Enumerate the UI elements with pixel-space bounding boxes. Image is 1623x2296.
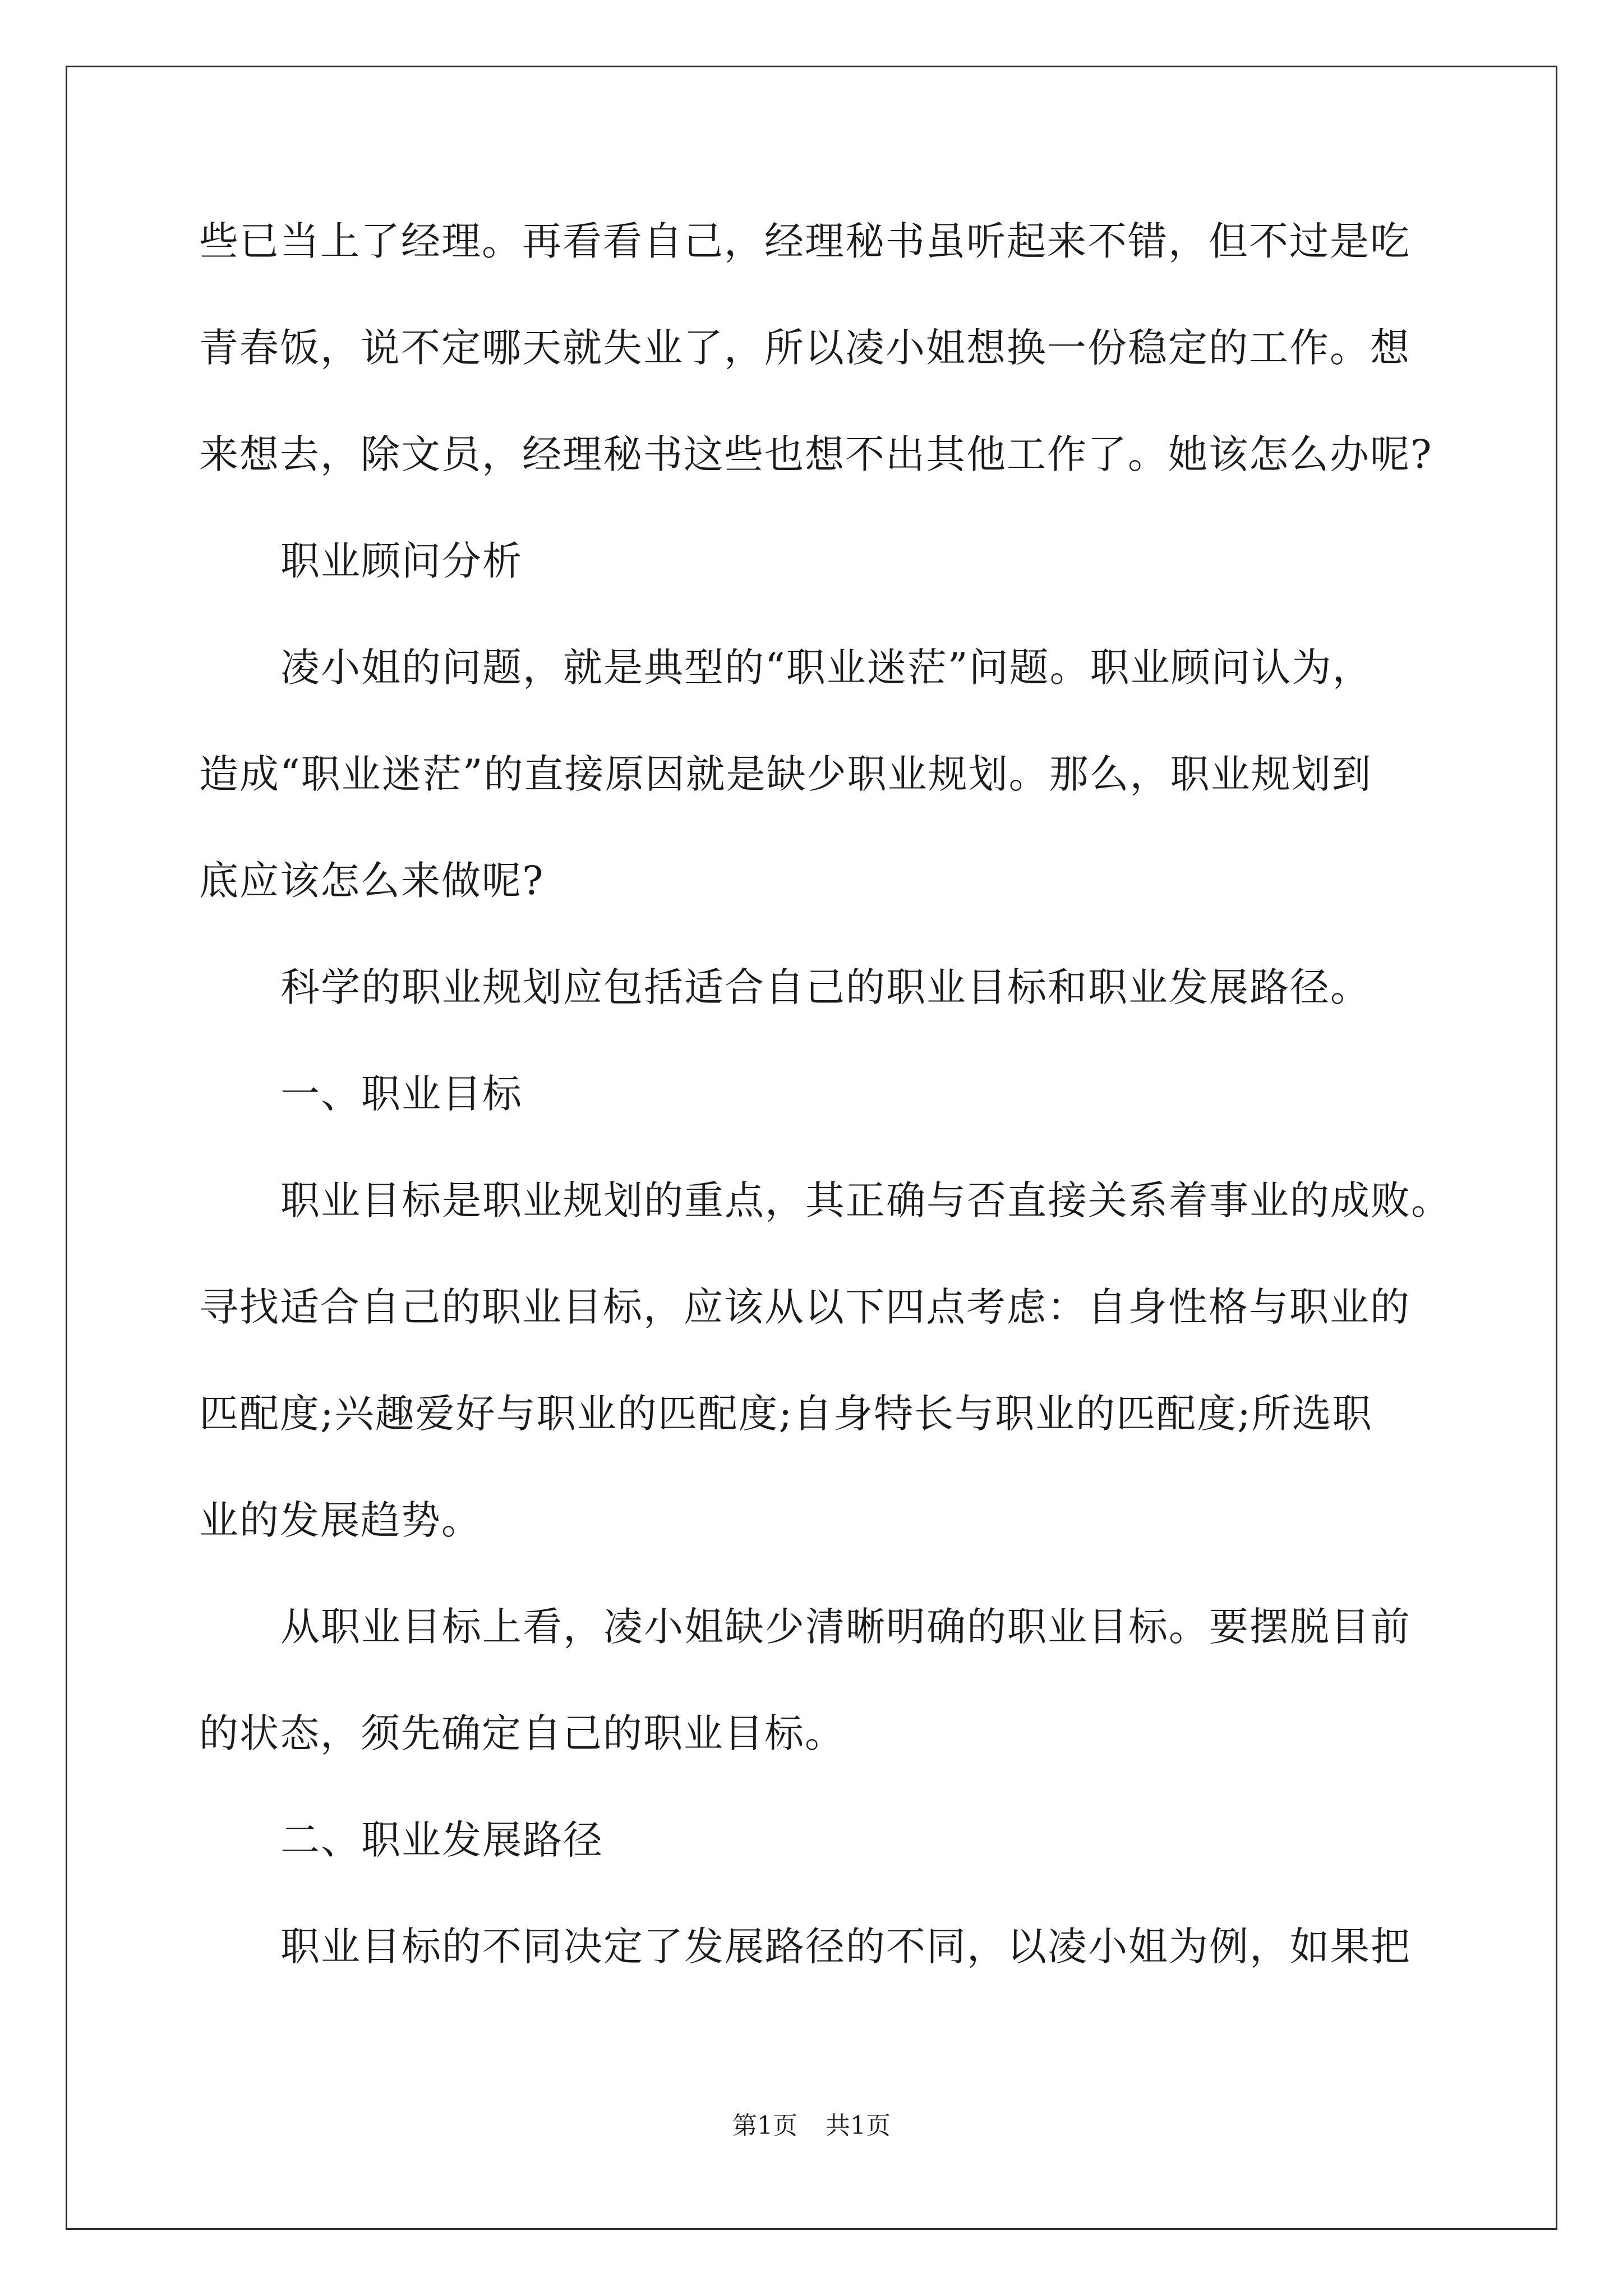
text-line: 造成“职业迷茫”的直接原因就是缺少职业规划。那么，职业规划到 [199, 751, 1372, 797]
text-line: 来想去，除文员，经理秘书这些也想不出其他工作了。她该怎么办呢? [199, 431, 1433, 477]
text-line: 匹配度;兴趣爱好与职业的匹配度;自身特长与职业的匹配度;所选职 [199, 1391, 1373, 1437]
page-border [66, 66, 1557, 2230]
section-heading: 一、职业目标 [280, 1071, 523, 1117]
text-line: 从职业目标上看，凌小姐缺少清晰明确的职业目标。要摆脱目前 [280, 1604, 1411, 1650]
text-line: 寻找适合自己的职业目标，应该从以下四点考虑：自身性格与职业的 [199, 1284, 1410, 1330]
section-heading: 二、职业发展路径 [280, 1817, 603, 1863]
text-line: 青春饭，说不定哪天就失业了，所以凌小姐想换一份稳定的工作。想 [199, 325, 1410, 371]
text-line: 凌小姐的问题，就是典型的“职业迷茫”问题。职业顾问认为， [280, 645, 1373, 691]
text-line: 的状态，须先确定自己的职业目标。 [199, 1710, 845, 1756]
page-total: 共1页 [826, 2111, 891, 2140]
page-number: 第1页 [732, 2111, 797, 2140]
text-line: 底应该怎么来做呢? [199, 858, 545, 904]
page-footer [0, 2109, 1623, 2143]
text-line: 科学的职业规划应包括适合自己的职业目标和职业发展路径。 [280, 964, 1371, 1010]
text-line: 职业目标是职业规划的重点，其正确与否直接关系着事业的成败。 [280, 1177, 1451, 1223]
text-line: 业的发展趋势。 [199, 1497, 482, 1543]
section-heading: 职业顾问分析 [280, 538, 523, 584]
text-line: 些已当上了经理。再看看自己，经理秘书虽听起来不错，但不过是吃 [199, 218, 1410, 264]
text-line: 职业目标的不同决定了发展路径的不同，以凌小姐为例，如果把 [280, 1924, 1411, 1970]
